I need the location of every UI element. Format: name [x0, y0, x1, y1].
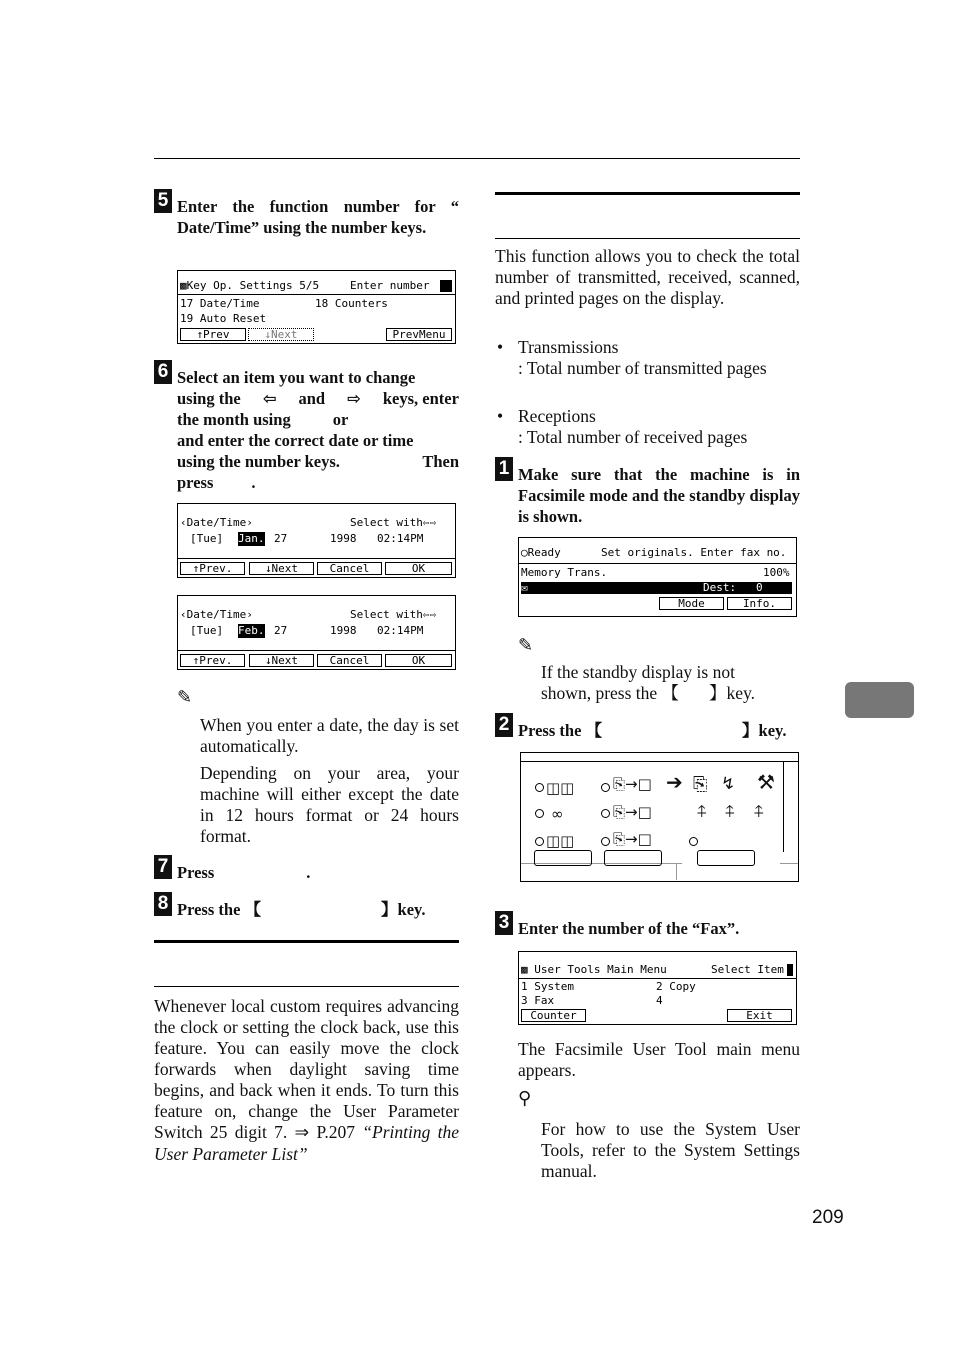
- lcd3-next-button[interactable]: ↓Next: [249, 654, 314, 667]
- operation-panel-illustration: [520, 752, 799, 882]
- lcd2-year: 1998: [330, 532, 357, 545]
- lcd3-title: ‹Date/Time›: [180, 608, 253, 621]
- pencil-note-icon: ✎: [177, 687, 193, 708]
- bullet-receptions: • Receptions : Total number of received pages: [497, 406, 748, 447]
- lcd3-cancel-button[interactable]: Cancel: [317, 654, 382, 667]
- user-tools-icon: ⚒: [757, 770, 775, 794]
- lcd1-enter-number: Enter number: [350, 279, 430, 292]
- lcd4-dest: Dest: 0: [703, 581, 763, 594]
- tray-icon-1: ⍏: [697, 802, 708, 822]
- step-5-number: 5: [154, 189, 172, 213]
- lcd-date-time-feb: [177, 595, 456, 670]
- lcd3-prev-button[interactable]: ↑Prev.: [180, 654, 245, 667]
- lcd5-copy: 2 Copy: [656, 980, 696, 993]
- chapter-tab: [845, 682, 914, 718]
- led-5: [601, 809, 610, 818]
- program-icon: ➔: [666, 770, 683, 794]
- led-1: [535, 783, 544, 792]
- step-2-text: Press the 【 】key.: [518, 721, 787, 740]
- step-1-number: 1: [495, 457, 513, 481]
- lcd1-title: Key Op. Settings 5/5: [186, 279, 320, 292]
- lcd3-arrows-icon: ⇦⇨: [422, 608, 437, 621]
- lcd5-exit-button[interactable]: Exit: [727, 1009, 792, 1022]
- lcd2-select-with: Select with: [350, 516, 423, 529]
- tray-icon-2: ⍏: [725, 802, 736, 822]
- lcd2-next-button[interactable]: ↓Next: [249, 562, 314, 575]
- section-thin-rule-right: [495, 238, 800, 239]
- step-3-number: 3: [495, 911, 513, 935]
- lcd5-title: User Tools Main Menu: [534, 963, 667, 976]
- energy-saver-icon: ↯: [721, 774, 736, 794]
- lcd2-day: [Tue]: [190, 532, 224, 545]
- lcd5-select-item: Select Item: [711, 963, 784, 976]
- lcd2-time: 02:14PM: [377, 532, 424, 545]
- lcd5-counter-button[interactable]: Counter: [521, 1009, 586, 1022]
- lcd1-prev-button[interactable]: ↑Prev: [180, 328, 246, 341]
- lcd1-item-17: 17 Date/Time: [180, 297, 260, 310]
- lcd4-percent: 100%: [763, 566, 790, 579]
- ready-indicator-icon: ◯: [521, 546, 528, 559]
- step-1-text: Make sure that the machine is in Facsimile mode and the standby display is shown.: [518, 465, 800, 526]
- lcd-fax-standby: [518, 537, 797, 617]
- lcd2-title: ‹Date/Time›: [180, 516, 253, 529]
- book-icon: ⎘→□: [613, 803, 652, 821]
- step-7-text: Press .: [177, 863, 311, 882]
- lcd1-cursor: [440, 280, 452, 292]
- lcd2-ok-button[interactable]: OK: [385, 562, 452, 575]
- note-standby-2: shown, press the 【 】key.: [541, 683, 756, 703]
- left-arrow-key-icon: ⇦: [262, 389, 277, 408]
- lcd3-time: 02:14PM: [377, 624, 424, 637]
- step-2-number: 2: [495, 713, 513, 737]
- panel-key-1[interactable]: [534, 850, 592, 866]
- header-rule: [154, 158, 800, 159]
- menu-icon: ▩: [521, 963, 528, 976]
- lcd-user-tools-menu: [518, 951, 797, 1025]
- menu-appears-text: The Facsimile User Tool main menu appears.: [518, 1039, 800, 1080]
- lcd1-prevmenu-button[interactable]: PrevMenu: [386, 328, 452, 341]
- led-6: [601, 837, 610, 846]
- led-2: [535, 809, 544, 818]
- lcd4-ready: Ready: [527, 546, 561, 559]
- step-5-text: Enter the function number for “ Date/Time” using the number keys.: [177, 197, 459, 237]
- lcd4-mode-button[interactable]: Mode: [659, 597, 724, 610]
- right-arrow-key-icon: ⇨: [347, 389, 361, 408]
- step-3-text: Enter the number of the “Fax”.: [518, 919, 740, 938]
- lcd5-system: 1 System: [521, 980, 574, 993]
- step-8-number: 8: [154, 892, 172, 916]
- lcd-date-time-jan: [177, 503, 456, 578]
- magnifier-reference-icon: ⚲: [518, 1088, 532, 1109]
- lcd3-date: 27: [274, 624, 288, 637]
- panel-key-2[interactable]: [604, 850, 662, 866]
- clear-modes-icon: ⎘: [693, 774, 708, 795]
- lcd4-info-button[interactable]: Info.: [727, 597, 792, 610]
- daylight-saving-paragraph: Whenever local custom requires advancing the clock or setting the clock back, use this feature. You can easily move the clock forwards when daylight saving time begins, and back when it ends. To turn this feature on, change the User Parameter Switch 25 digit 7. ⇒ P.207 “Printing the User Parameter List”: [154, 996, 460, 1164]
- page-number: 209: [812, 1207, 844, 1228]
- step-8-text: Press the 【 】key.: [177, 900, 426, 919]
- fax-icon: ✉: [521, 581, 528, 594]
- section-thick-rule-left: [154, 940, 459, 943]
- lcd4-set-originals: Set originals. Enter fax no.: [601, 546, 787, 559]
- lcd-icon: ▩: [180, 279, 187, 292]
- arrow-ref-icon: ⇒: [294, 1123, 310, 1143]
- lcd3-month[interactable]: Feb.: [238, 624, 265, 637]
- led-4: [601, 783, 610, 792]
- reference-system-settings: For how to use the System User Tools, refer to the System Settings manual.: [541, 1119, 800, 1181]
- sort-icon: ⎘→□: [613, 775, 652, 793]
- counter-intro: This function allows you to check the total number of transmitted, received, scanned, and printed pages on the display.: [495, 246, 800, 308]
- bullet-transmissions: • Transmissions : Total number of transmitted pages: [497, 337, 767, 378]
- note-date-auto: When you enter a date, the day is set automatically.: [200, 715, 459, 756]
- lcd3-year: 1998: [330, 624, 357, 637]
- pencil-note-icon-2: ✎: [518, 635, 534, 656]
- loop-icon: ∞: [551, 805, 564, 823]
- panel-key-3[interactable]: [697, 850, 755, 866]
- lcd3-select-with: Select with: [350, 608, 423, 621]
- lcd2-date: 27: [274, 532, 288, 545]
- lcd3-ok-button[interactable]: OK: [385, 654, 452, 667]
- step-7-number: 7: [154, 855, 172, 879]
- led-3: [535, 837, 544, 846]
- copy-mode-icon: ◫◫: [546, 779, 575, 797]
- lcd1-item-18: 18 Counters: [315, 297, 388, 310]
- section-thin-rule-left: [154, 986, 459, 987]
- lcd2-cancel-button[interactable]: Cancel: [317, 562, 382, 575]
- led-7: [689, 837, 698, 846]
- step-6-text: Select an item you want to change using the ⇦ and ⇨ keys, enter the month using or and enter the correct date or time using the number keys. Then press .: [177, 368, 459, 492]
- lcd5-item-4: 4: [656, 994, 663, 1007]
- lcd1-item-19: 19 Auto Reset: [180, 312, 267, 325]
- note-hour-format: Depending on your area, your machine will either except the date in 12 hours format or 24 hours format.: [200, 763, 459, 846]
- duplex-icon: ◫◫: [546, 832, 575, 850]
- lcd2-arrows-icon: ⇦⇨: [422, 516, 437, 529]
- lcd5-cursor: [787, 964, 793, 976]
- lcd5-fax: 3 Fax: [521, 994, 555, 1007]
- lcd2-month[interactable]: Jan.: [238, 532, 265, 545]
- step-6-number: 6: [154, 360, 172, 384]
- tray-icon-3: ⍏: [754, 802, 765, 822]
- lcd3-day: [Tue]: [190, 624, 224, 637]
- note-standby: If the standby display is not: [541, 662, 735, 682]
- stack-icon: ⎘→□: [613, 830, 652, 848]
- lcd1-next-button[interactable]: ↓Next: [248, 328, 314, 341]
- lcd2-prev-button[interactable]: ↑Prev.: [180, 562, 245, 575]
- lcd-key-op-settings: [177, 270, 456, 344]
- section-thick-rule-right: [495, 192, 800, 195]
- lcd4-memory-trans: Memory Trans.: [521, 566, 608, 579]
